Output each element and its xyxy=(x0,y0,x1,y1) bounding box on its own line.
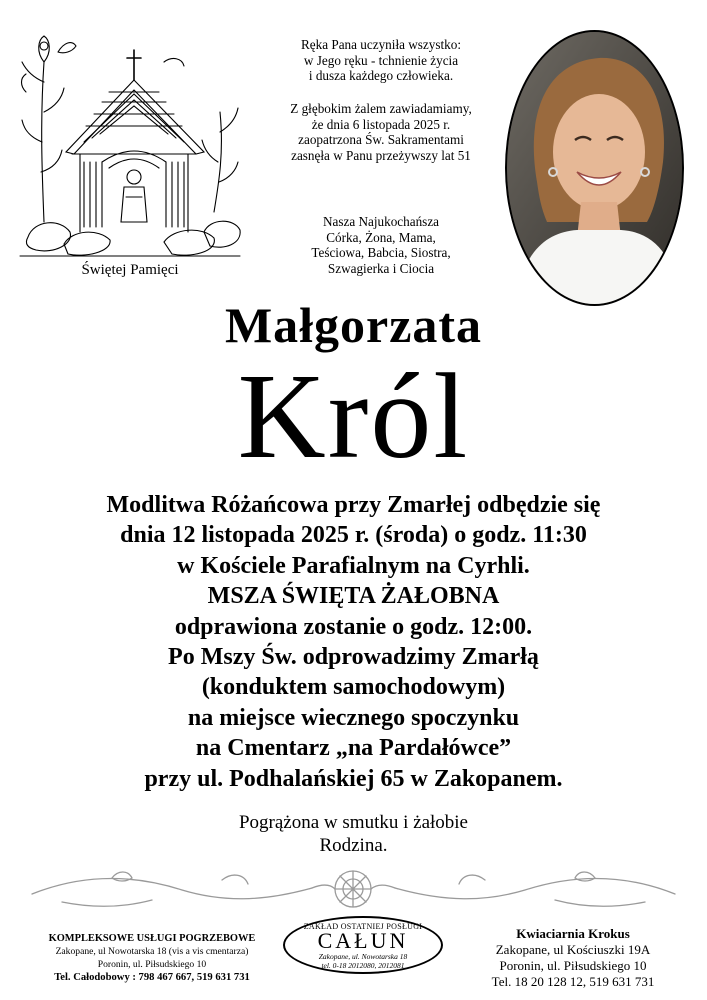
relations-line: Teściowa, Babcia, Siostra, xyxy=(311,245,451,260)
florist-info xyxy=(448,926,698,990)
funeral-home-title: KOMPLEKSOWE USŁUGI POGRZEBOWE xyxy=(48,933,256,944)
verse-line: Ręka Pana uczyniła wszystko: xyxy=(300,37,462,52)
relations-line: Córka, Żona, Mama, xyxy=(326,229,436,245)
funeral-announcement xyxy=(20,490,687,794)
calun-logo xyxy=(283,916,443,974)
announcement-line: Po Mszy Św. odprowadzimy Zmarłą xyxy=(168,644,539,671)
notice-line: zasnęła w Panu przeżywszy lat 51 xyxy=(291,147,471,163)
opening-verse xyxy=(250,37,512,84)
funeral-home-info xyxy=(12,932,292,984)
chapel-illustration-icon xyxy=(14,22,246,262)
announcement-line: (konduktem samochodowym) xyxy=(201,674,506,701)
announcement-line: dnia 12 listopada 2025 r. (środa) o godz. 11:30 xyxy=(120,522,587,549)
verse-line: w Jego ręku - tchnienie życia xyxy=(303,52,459,68)
announcement-line: przy ul. Podhalańskiej 65 w Zakopanem. xyxy=(144,765,563,792)
verse-line: i dusza każdego człowieka. xyxy=(308,68,454,83)
florist-address-1: Zakopane, ul Kościuszki 19A xyxy=(495,942,651,957)
announcement-line: MSZA ŚWIĘTA ŻAŁOBNA xyxy=(207,583,500,610)
death-notice xyxy=(250,101,512,163)
family-relations xyxy=(250,214,512,276)
deceased-first-name: Małgorzata xyxy=(224,297,483,353)
florist-title: Kwiaciarnia Krokus xyxy=(516,926,630,941)
announcement-line: odprawiona zostanie o godz. 12:00. xyxy=(174,613,533,640)
mourning-line: Pogrążona w smutku i żałobie xyxy=(238,812,468,833)
mourning-line: Rodzina. xyxy=(319,835,388,856)
florist-phone: Tel. 18 20 128 12, 519 631 731 xyxy=(491,974,655,989)
portrait-photo-icon xyxy=(505,30,684,306)
funeral-home-phone: Tel. Całodobowy : 798 467 667, 519 631 731 xyxy=(54,972,250,983)
logo-name: CAŁUN xyxy=(317,928,409,953)
chapel-caption: Świętej Pamięci xyxy=(81,262,179,278)
announcement-line: w Kościele Parafialnym na Cyrhli. xyxy=(177,552,530,579)
logo-phone: tel. 0-18 2012080, 2012081 xyxy=(321,961,405,970)
relations-line: Szwagierka i Ciocia xyxy=(327,260,435,276)
logo-tagline: ZAKŁAD OSTATNIEJ POSŁUGI xyxy=(303,922,423,931)
notice-line: że dnia 6 listopada 2025 r. xyxy=(311,116,451,132)
relations-line: Nasza Najukochańsza xyxy=(322,214,440,229)
mourning-signature xyxy=(0,811,707,857)
announcement-line: na miejsce wiecznego spoczynku xyxy=(187,704,520,731)
funeral-home-address-2: Poronin, ul. Piłsudskiego 10 xyxy=(97,959,207,970)
logo-address: Zakopane, ul. Nowotarska 18 xyxy=(318,952,408,961)
deceased-last-name: Król xyxy=(237,349,470,484)
notice-line: zaopatrzona Św. Sakramentami xyxy=(298,132,464,147)
funeral-home-address-1: Zakopane, ul Nowotarska 18 (vis a vis cmentarza) xyxy=(55,946,249,957)
announcement-line: na Cmentarz „na Pardałówce” xyxy=(195,735,512,762)
florist-address-2: Poronin, ul. Piłsudskiego 10 xyxy=(499,958,647,973)
notice-line: Z głębokim żalem zawiadamiamy, xyxy=(290,101,472,116)
announcement-line: Modlitwa Różańcowa przy Zmarłej odbędzie się xyxy=(106,492,601,518)
floral-divider-icon xyxy=(22,864,685,914)
